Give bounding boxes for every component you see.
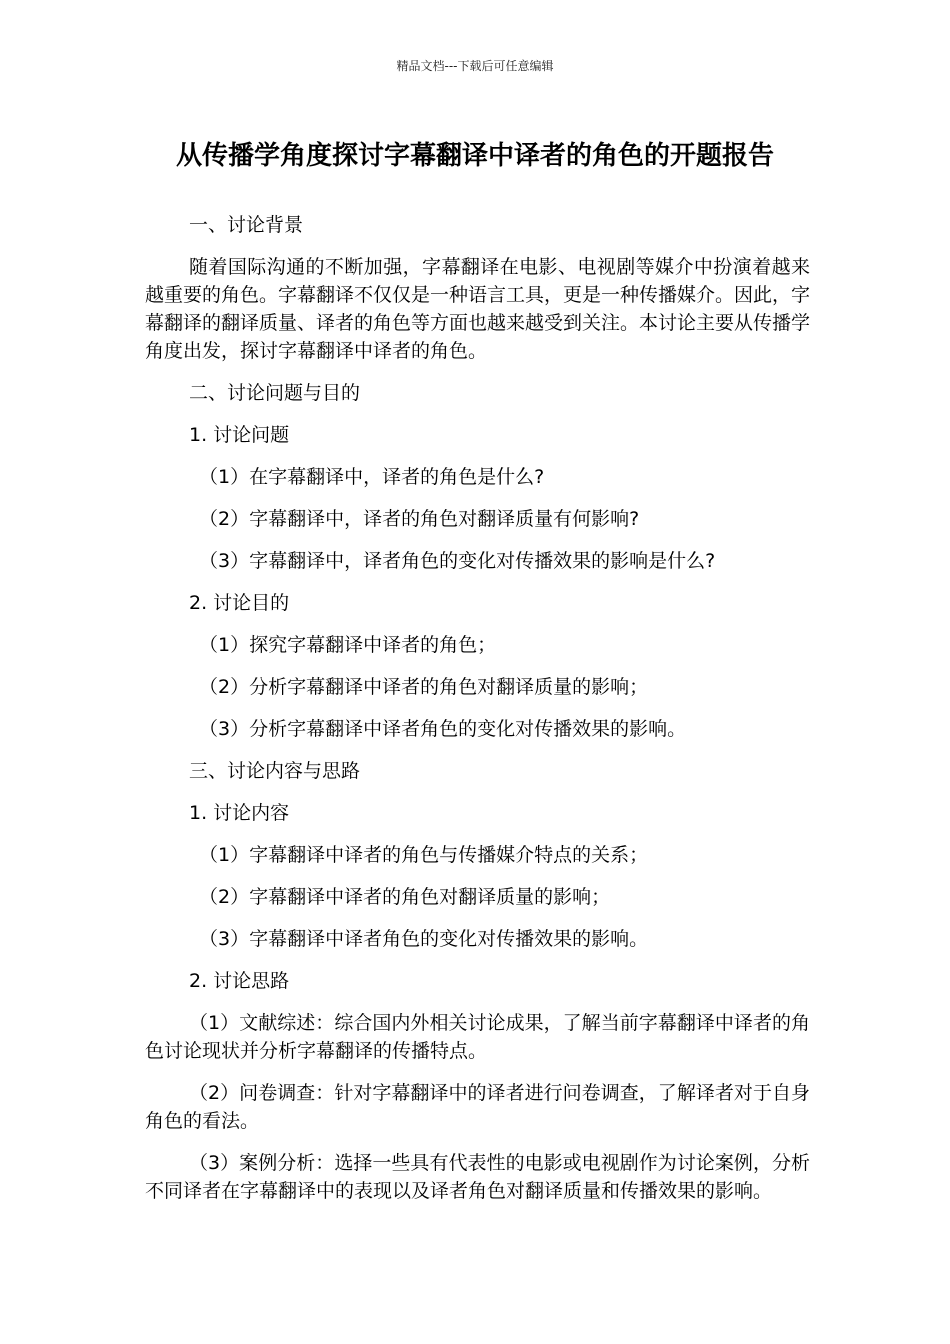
goal-item: （3）分析字幕翻译中译者角色的变化对传播效果的影响。 [199, 718, 687, 740]
subheading-content: 1. 讨论内容 [189, 802, 290, 824]
section-heading-background: 一、讨论背景 [189, 214, 304, 236]
approach-paragraph: （2）问卷调查：针对字幕翻译中的译者进行问卷调查，了解译者对于自身角色的看法。 [145, 1082, 810, 1132]
subheading-goals: 2. 讨论目的 [189, 592, 290, 614]
section-heading-questions-goals: 二、讨论问题与目的 [189, 382, 361, 404]
content-item: （1）字幕翻译中译者的角色与传播媒介特点的关系； [199, 844, 649, 866]
question-item: （2）字幕翻译中，译者的角色对翻译质量有何影响? [199, 508, 640, 530]
approach-paragraph: （1）文献综述：综合国内外相关讨论成果，了解当前字幕翻译中译者的角色讨论现状并分析字幕翻译的传播特点。 [145, 1012, 810, 1062]
goal-item: （2）分析字幕翻译中译者的角色对翻译质量的影响； [199, 676, 649, 698]
document-title: 从传播学角度探讨字幕翻译中译者的角色的开题报告 [175, 141, 774, 171]
question-item: （3）字幕翻译中，译者角色的变化对传播效果的影响是什么? [199, 550, 716, 572]
section-heading-content-approach: 三、讨论内容与思路 [189, 760, 361, 782]
content-item: （3）字幕翻译中译者角色的变化对传播效果的影响。 [199, 928, 649, 950]
document-body [145, 211, 810, 1219]
subheading-questions: 1. 讨论问题 [189, 424, 290, 446]
background-paragraph: 随着国际沟通的不断加强，字幕翻译在电影、电视剧等媒介中扮演着越来越重要的角色。字幕翻译不仅仅是一种语言工具，更是一种传播媒介。因此，字幕翻译的翻译质量、译者的角色等方面也越来越受到关注。本讨论主要从传播学角度出发，探讨字幕翻译中译者的角色。 [145, 256, 811, 362]
subheading-approach: 2. 讨论思路 [189, 970, 290, 992]
goal-item: （1）探究字幕翻译中译者的角色； [199, 634, 497, 656]
page-header: 精品文档---下载后可任意编辑 [396, 59, 554, 73]
content-item: （2）字幕翻译中译者的角色对翻译质量的影响； [199, 886, 611, 908]
approach-paragraph: （3）案例分析：选择一些具有代表性的电影或电视剧作为讨论案例，分析不同译者在字幕翻译中的表现以及译者角色对翻译质量和传播效果的影响。 [145, 1152, 810, 1202]
question-item: （1）在字幕翻译中，译者的角色是什么? [199, 466, 545, 488]
